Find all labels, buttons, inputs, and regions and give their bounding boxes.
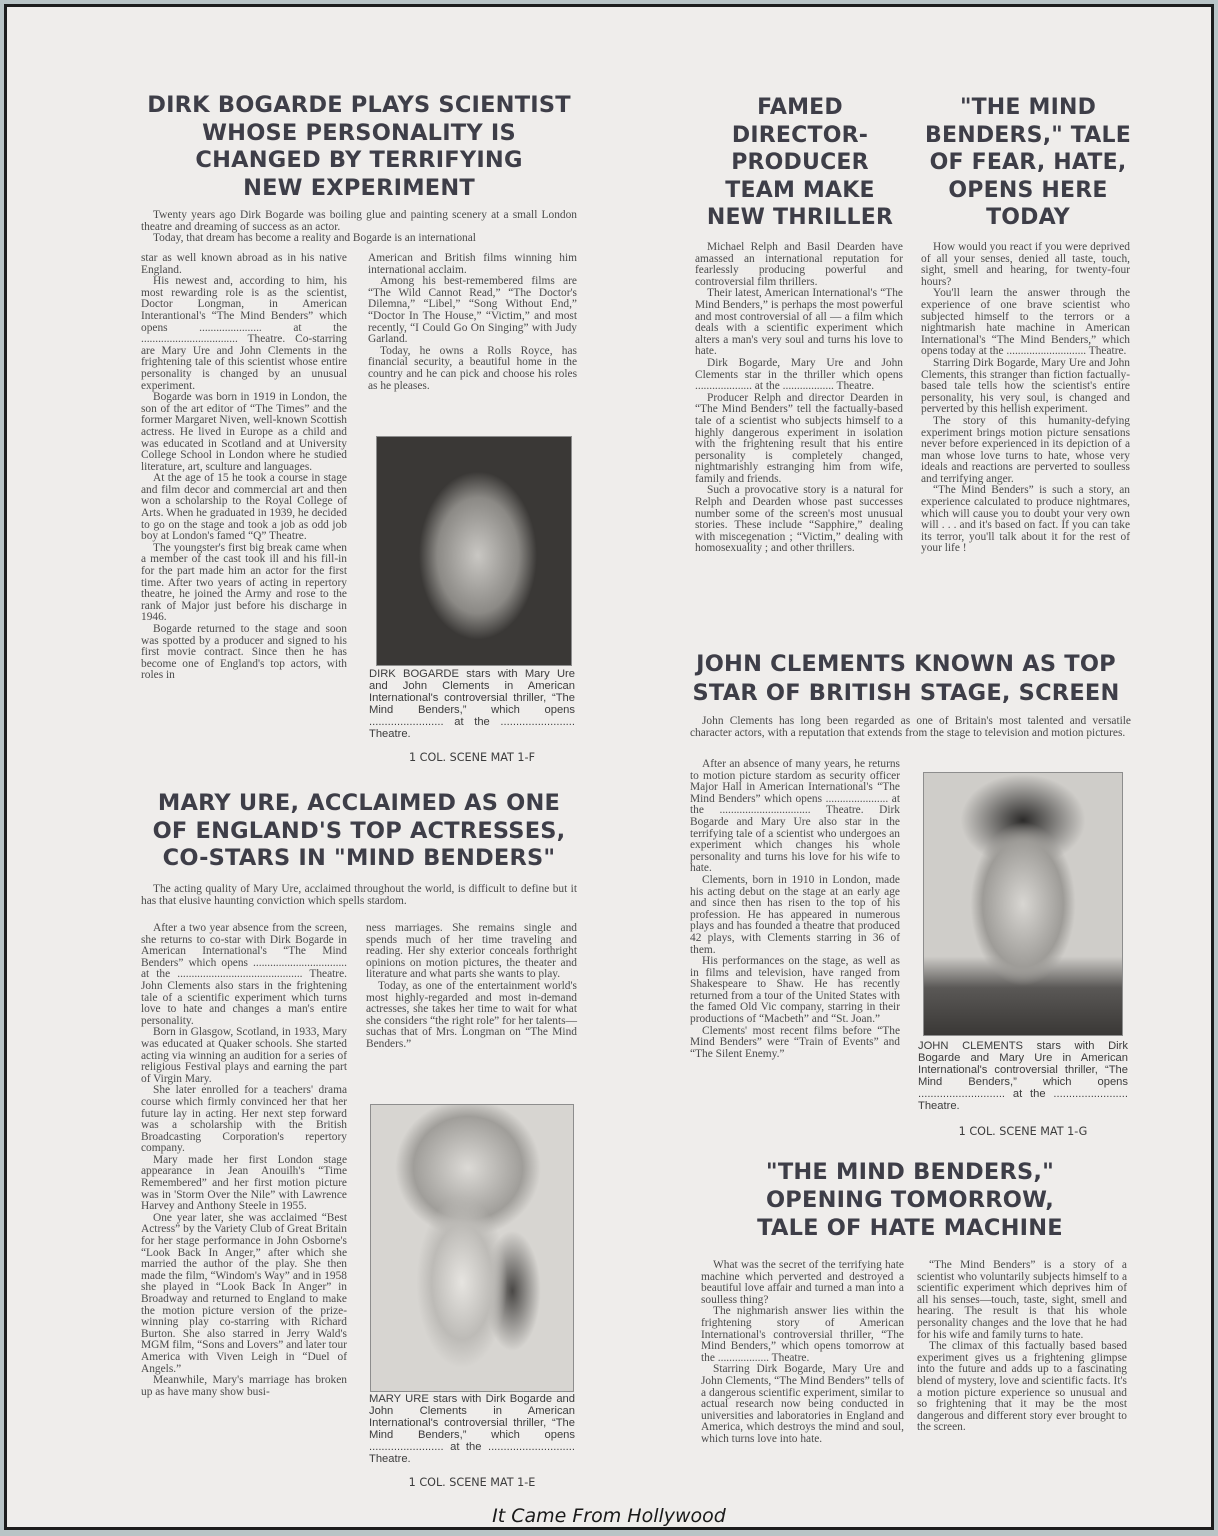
mat-label-1f: 1 COL. SCENE MAT 1-F	[408, 751, 536, 764]
bogarde-lead: Twenty years ago Dirk Bogarde was boiling glue and painting scenery at a small London theatre and dreaming of success as an actor. Today, that dream has become a reality and Bogarde is an international	[141, 209, 577, 245]
headline-bogarde: DIRK BOGARDE PLAYS SCIENTIST WHOSE PERSONALITY IS CHANGED BY TERRIFYING NEW EXPERIMENT	[147, 92, 571, 201]
ure-col1: After a two year absence from the screen, she returns to co-star with Dirk Bogarde in American International's “The Mind Benders” which opens ................................. at the ............................................ Theatre. John Clements also stars in the frightening tale of a scientific experiment which turns love to hate and changes a man's entire personality. Born in Glasgow, Scotland, in 1933, Mary was educated at Quaker schools. She started acting via winning an audition for a series of religious Festival plays and earning the part of Virgin Mary. She later enrolled for a teachers' drama course which firmly convinced her that her future lay in acting. Her next step forward was a scholarship with the British Broadcasting Corporation's repertory company. Mary made her first London stage appearance in Jean Anouilh's “Time Remembered” and her first motion picture was in 'Storm Over the Nile” with Lawrence Harvey and Anthony Steele in 1955. One year later, she was acclaimed “Best Actress” by the Variety Club of Great Britain for her stage performance in John Osborne's “Look Back In Anger,” after which she married the author of the play. She then made the film, “Windom's Way” and in 1958 she played in “Look Back In Anger” in Broadway and returned to England to make the motion picture version of the prize-winning play co-starring with Richard Burton. She also starred in Jerry Wald's MGM film, “Sons and Lovers” and later tour America with Viven Leigh in “Duel of Angels.” Meanwhile, Mary's marriage has broken up as have many show busi-	[141, 922, 347, 1398]
tomorrow-col2: “The Mind Benders” is a story of a scientist who voluntarily subjects himself to a scientific experiment which deprives him of all his senses—touch, taste, sight, smell and hearing. The result is that his whole personality changes and the love that he had for his wife and family turns to hate. The climax of this factually based based experiment gives us a frightening glimpse into the future and adds up to a fascinating blend of mystery, love and scientific facts. It's a motion picture experience so unusual and so frightening that it may be the most dangerous and different story ever brought to the screen.	[917, 1259, 1127, 1434]
tomorrow-col1: What was the secret of the terrifying hate machine which perverted and destroyed a beautiful love affair and turned a man into a soulless thing? The nighmarish answer lies within the frightening story of American International's controversial thriller, “The Mind Benders,” which opens tomorrow at the .................. Theatre. Starring Dirk Bogarde, Mary Ure and John Clements, “The Mind Benders” tells of a dangerous scientific experiment, similar to actual research now being conducted in universities and laboratories in England and America, which destroys the mind and soul, which turns love into hate.	[701, 1259, 904, 1445]
footer-credit: It Came From Hollywood	[492, 1505, 726, 1527]
headline-ure: MARY URE, ACCLAIMED AS ONE OF ENGLAND'S TOP ACTRESSES, CO-STARS IN "MIND BENDERS"	[152, 790, 566, 871]
fear-body: How would you react if you were deprived of all your senses, denied all taste, touch, sight, smell and hearing, for twenty-four hours? You'll learn the answer through the experience of one brave scientist who subjected himself to the terrors or a nightmarish hate machine in American International's “The Mind Benders,” which opens today at the ............................ Theatre. Starring Dirk Bogarde, Mary Ure and John Clements, this stranger than fiction factually-based tale tells how the scientist's entire personality, his very soul, is changed and perverted by this hellish experiment. The story of this humanity-defying experiment brings motion picture sensations never before experienced in its depiction of a man whose love turns to hate, whose very ideals and reactions are perverted to soulless and terrifying anger. “The Mind Benders” is such a story, an experience calculated to produce nightmares, which will cause you to doubt your very own will . . . and it's based on fact. If you can take its terror, you'll talk about it for the rest of your life !	[921, 241, 1130, 555]
caption-bogarde: DIRK BOGARDE stars with Mary Ure and John Clements in American International's controversial thriller, “The Mind Benders,” which opens ........................ at the ........................ Theatre.	[369, 668, 575, 740]
headline-tomorrow: "THE MIND BENDERS," OPENING TOMORROW, TALE OF HATE MACHINE	[757, 1159, 1063, 1241]
bogarde-col1: star as well known abroad as in his native England. His newest and, according to him, his most rewarding role is as the scientist, Doctor Longman, in American Interantional's “The Mind Benders” which opens ...................... at the .................................. Theatre. Co-starring are Mary Ure and John Clements in the frightening tale of this scientist whose entire personality is changed by an unusual experiment. Bogarde was born in 1919 in London, the son of the art editor of “The Times” and the former Margaret Niven, well-known Scottish actress. He lived in Europe as a child and was educated in Scotland and at University College School in London where he studied literature, art, sculture and languages. At the age of 15 he took a course in stage and film decor and commercial art and then won a scholarship to the Royal College of Arts. When he graduated in 1939, he decided to go on the stage and took a job as odd job boy at London's famed “Q” Theatre. The youngster's first big break came when a member of the cast took ill and his fill-in for the part made him an actor for the first time. After two years of acting in repertory theatre, he joined the Army and rose to the rank of Major just before his discharge in 1946. Bogarde returned to the stage and soon was spotted by a producer and signed to his first movie contract. Since then he has become one of England's top actors, with roles in	[141, 252, 347, 682]
headline-clements: JOHN CLEMENTS KNOWN AS TOP STAR OF BRITISH STAGE, SCREEN	[692, 651, 1120, 706]
photo-mary-ure	[370, 1104, 574, 1392]
caption-ure: MARY URE stars with Dirk Bogarde and John Clements in American International's controversial thriller, “The Mind Benders,” which opens ........................ at the ............................ Theatre.	[369, 1393, 575, 1465]
directors-body: Michael Relph and Basil Dearden have amassed an international reputation for fearlessly producing powerful and controversial film thrillers. Their latest, American International's “The Mind Benders,” is perhaps the most powerful and most controversial of all — a film which deals with a scientific experiment which alters a man's very soul and turns his love to hate. Dirk Bogarde, Mary Ure and John Clements star in the thriller which opens .................... at the .................. Theatre. Producer Relph and director Dearden in “The Mind Benders” tell the factually-based tale of a scientist who subjects himself to a highly dangerous experiment in isolation with the frightening result that his entire personality is completely changed, nightmarishly estranging him from wife, family and friends. Such a provocative story is a natural for Relph and Dearden whose past successes number some of the screen's most unusual stories. These include “Sapphire,” dealing with miscegenation ; “Victim,” dealing with homosexuality ; and other thrillers.	[695, 241, 903, 555]
bogarde-col2: American and British films winning him international acclaim. Among his best-remembered films are “The Wild Cannot Read,” “The Doctor's Dilemna,” “Libel,” “Song Without End,” “Doctor In The House,” “Victim,” and most recently, “I Could Go On Singing” with Judy Garland. Today, he owns a Rolls Royce, has financial security, a beautiful home in the country and he can pick and choose his roles as he pleases.	[368, 252, 577, 392]
clements-lead: John Clements has long been regarded as one of Britain's most talented and versatile character actors, with a reputation that extends from the stage to television and motion pictures.	[690, 715, 1131, 739]
photo-dirk-bogarde	[376, 436, 572, 666]
headline-directors: FAMED DIRECTOR- PRODUCER TEAM MAKE NEW THRILLER	[706, 95, 894, 230]
ure-lead: The acting quality of Mary Ure, acclaimed throughout the world, is difficult to define but it has that elusive haunting conviction which spells stardom.	[141, 883, 577, 907]
mat-label-1g: 1 COL. SCENE MAT 1-G	[958, 1125, 1088, 1138]
clements-body: After an absence of many years, he returns to motion picture stardom as security officer Major Hall in American International's “The Mind Benders” which opens ...................... at the ................................ Theatre. Dirk Bogarde and Mary Ure also star in the terrifying tale of a scientist who undergoes an experiment which changes his whole personality and turns his love for his wife to hate. Clements, born in 1910 in London, made his acting debut on the stage at an early age and since then has risen to the top of his profession. He has appeared in numerous plays and has founded a theatre that produced 42 plays, with Clements starring in 36 of them. His performances on the stage, as well as in films and television, have ranged from Shakespeare to Shaw. He has recently returned from a tour of the United States with the famed Old Vic company, starring in their productions of “Macbeth” and “St. Joan.” Clements' most recent films before “The Mind Benders” were “Train of Events” and “The Silent Enemy.”	[690, 758, 900, 1060]
headline-fear: "THE MIND BENDERS," TALE OF FEAR, HATE, OPENS HERE TODAY	[925, 95, 1131, 230]
caption-clements: JOHN CLEMENTS stars with Dirk Bogarde and Mary Ure in American International's controversial thriller, “The Mind Benders,” which opens ............................ at the ........................ Theatre.	[918, 1040, 1128, 1112]
mat-label-1e: 1 COL. SCENE MAT 1-E	[408, 1476, 536, 1489]
ure-col2: ness marriages. She remains single and spends much of her time traveling and reading. Her shy exterior conceals forthright opinions on motion pictures, the theater and literature and what parts she wants to play. Today, as one of the entertainment world's most highly-regarded and most in-demand actresses, she takes her time to wait for what she considers “the right role” for her talents— suchas that of Mrs. Longman on “The Mind Benders.”	[366, 922, 577, 1050]
photo-john-clements	[923, 772, 1123, 1036]
